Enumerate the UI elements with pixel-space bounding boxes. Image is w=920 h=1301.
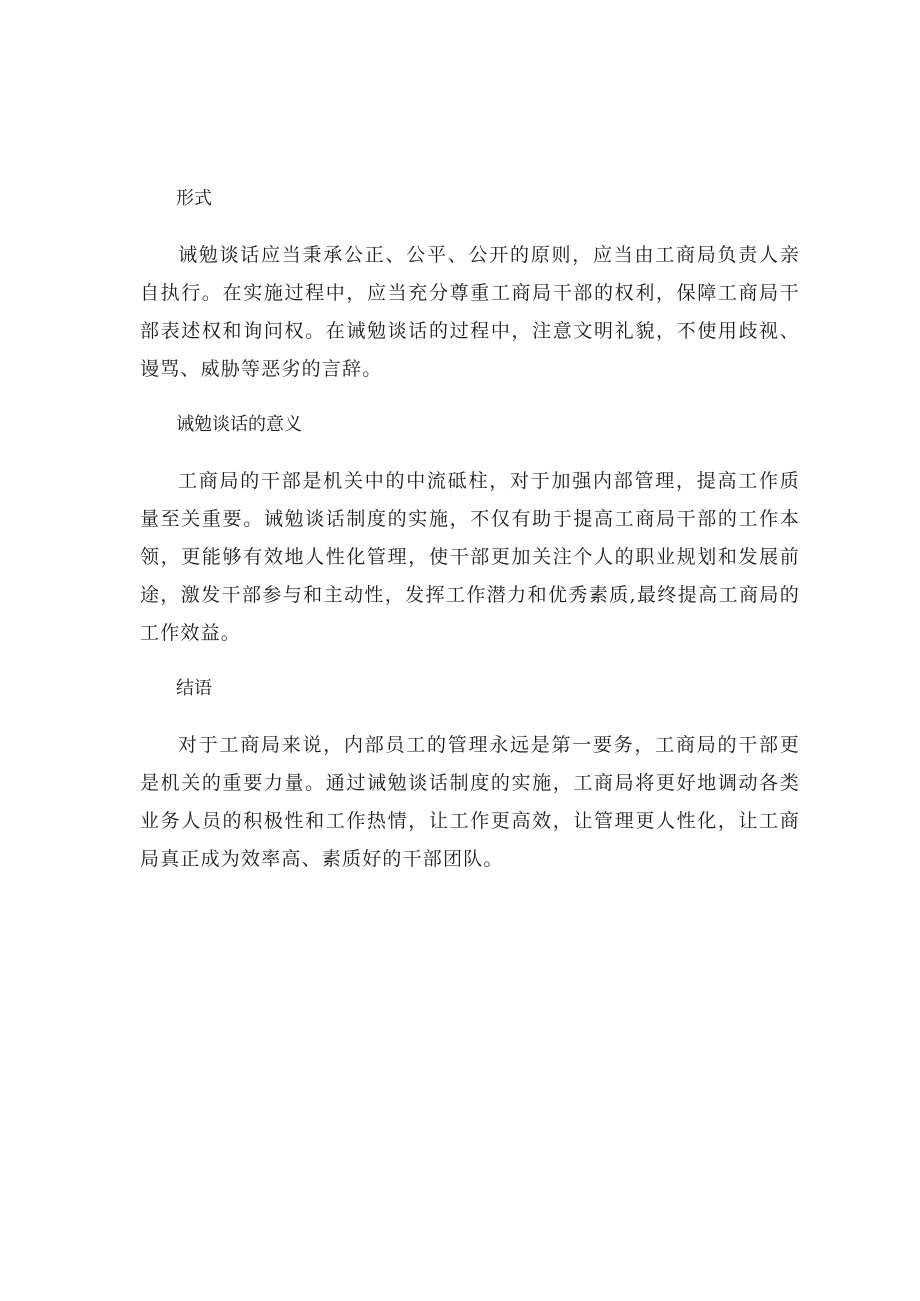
section-paragraph-conclusion: 对于工商局来说，内部员工的管理永远是第一要务，工商局的干部更是机关的重要力量。通过诫勉谈话制度的实施，工商局将更好地调动各类业务人员的积极性和工作热情，让工作更高效，让管理更人性化，让工商局真正成为效率高、素质好的干部团队。 bbox=[140, 734, 800, 870]
section-heading-form: 形式 bbox=[176, 188, 212, 209]
section-heading-significance: 诫勉谈话的意义 bbox=[176, 414, 302, 435]
section-heading-conclusion: 结语 bbox=[176, 678, 212, 699]
document-body bbox=[140, 180, 800, 896]
section-paragraph-form: 诫勉谈话应当秉承公正、公平、公开的原则，应当由工商局负责人亲自执行。在实施过程中，应当充分尊重工商局干部的权利，保障工商局干部表述权和询问权。在诫勉谈话的过程中，注意文明礼貌，不使用歧视、谩骂、威胁等恶劣的言辞。 bbox=[140, 244, 800, 380]
section-paragraph-significance: 工商局的干部是机关中的中流砥柱，对于加强内部管理，提高工作质量至关重要。诫勉谈话制度的实施，不仅有助于提高工商局干部的工作本领，更能够有效地人性化管理，使干部更加关注个人的职业规划和发展前途，激发干部参与和主动性，发挥工作潜力和优秀素质,最终提高工商局的工作效益。 bbox=[140, 470, 800, 644]
